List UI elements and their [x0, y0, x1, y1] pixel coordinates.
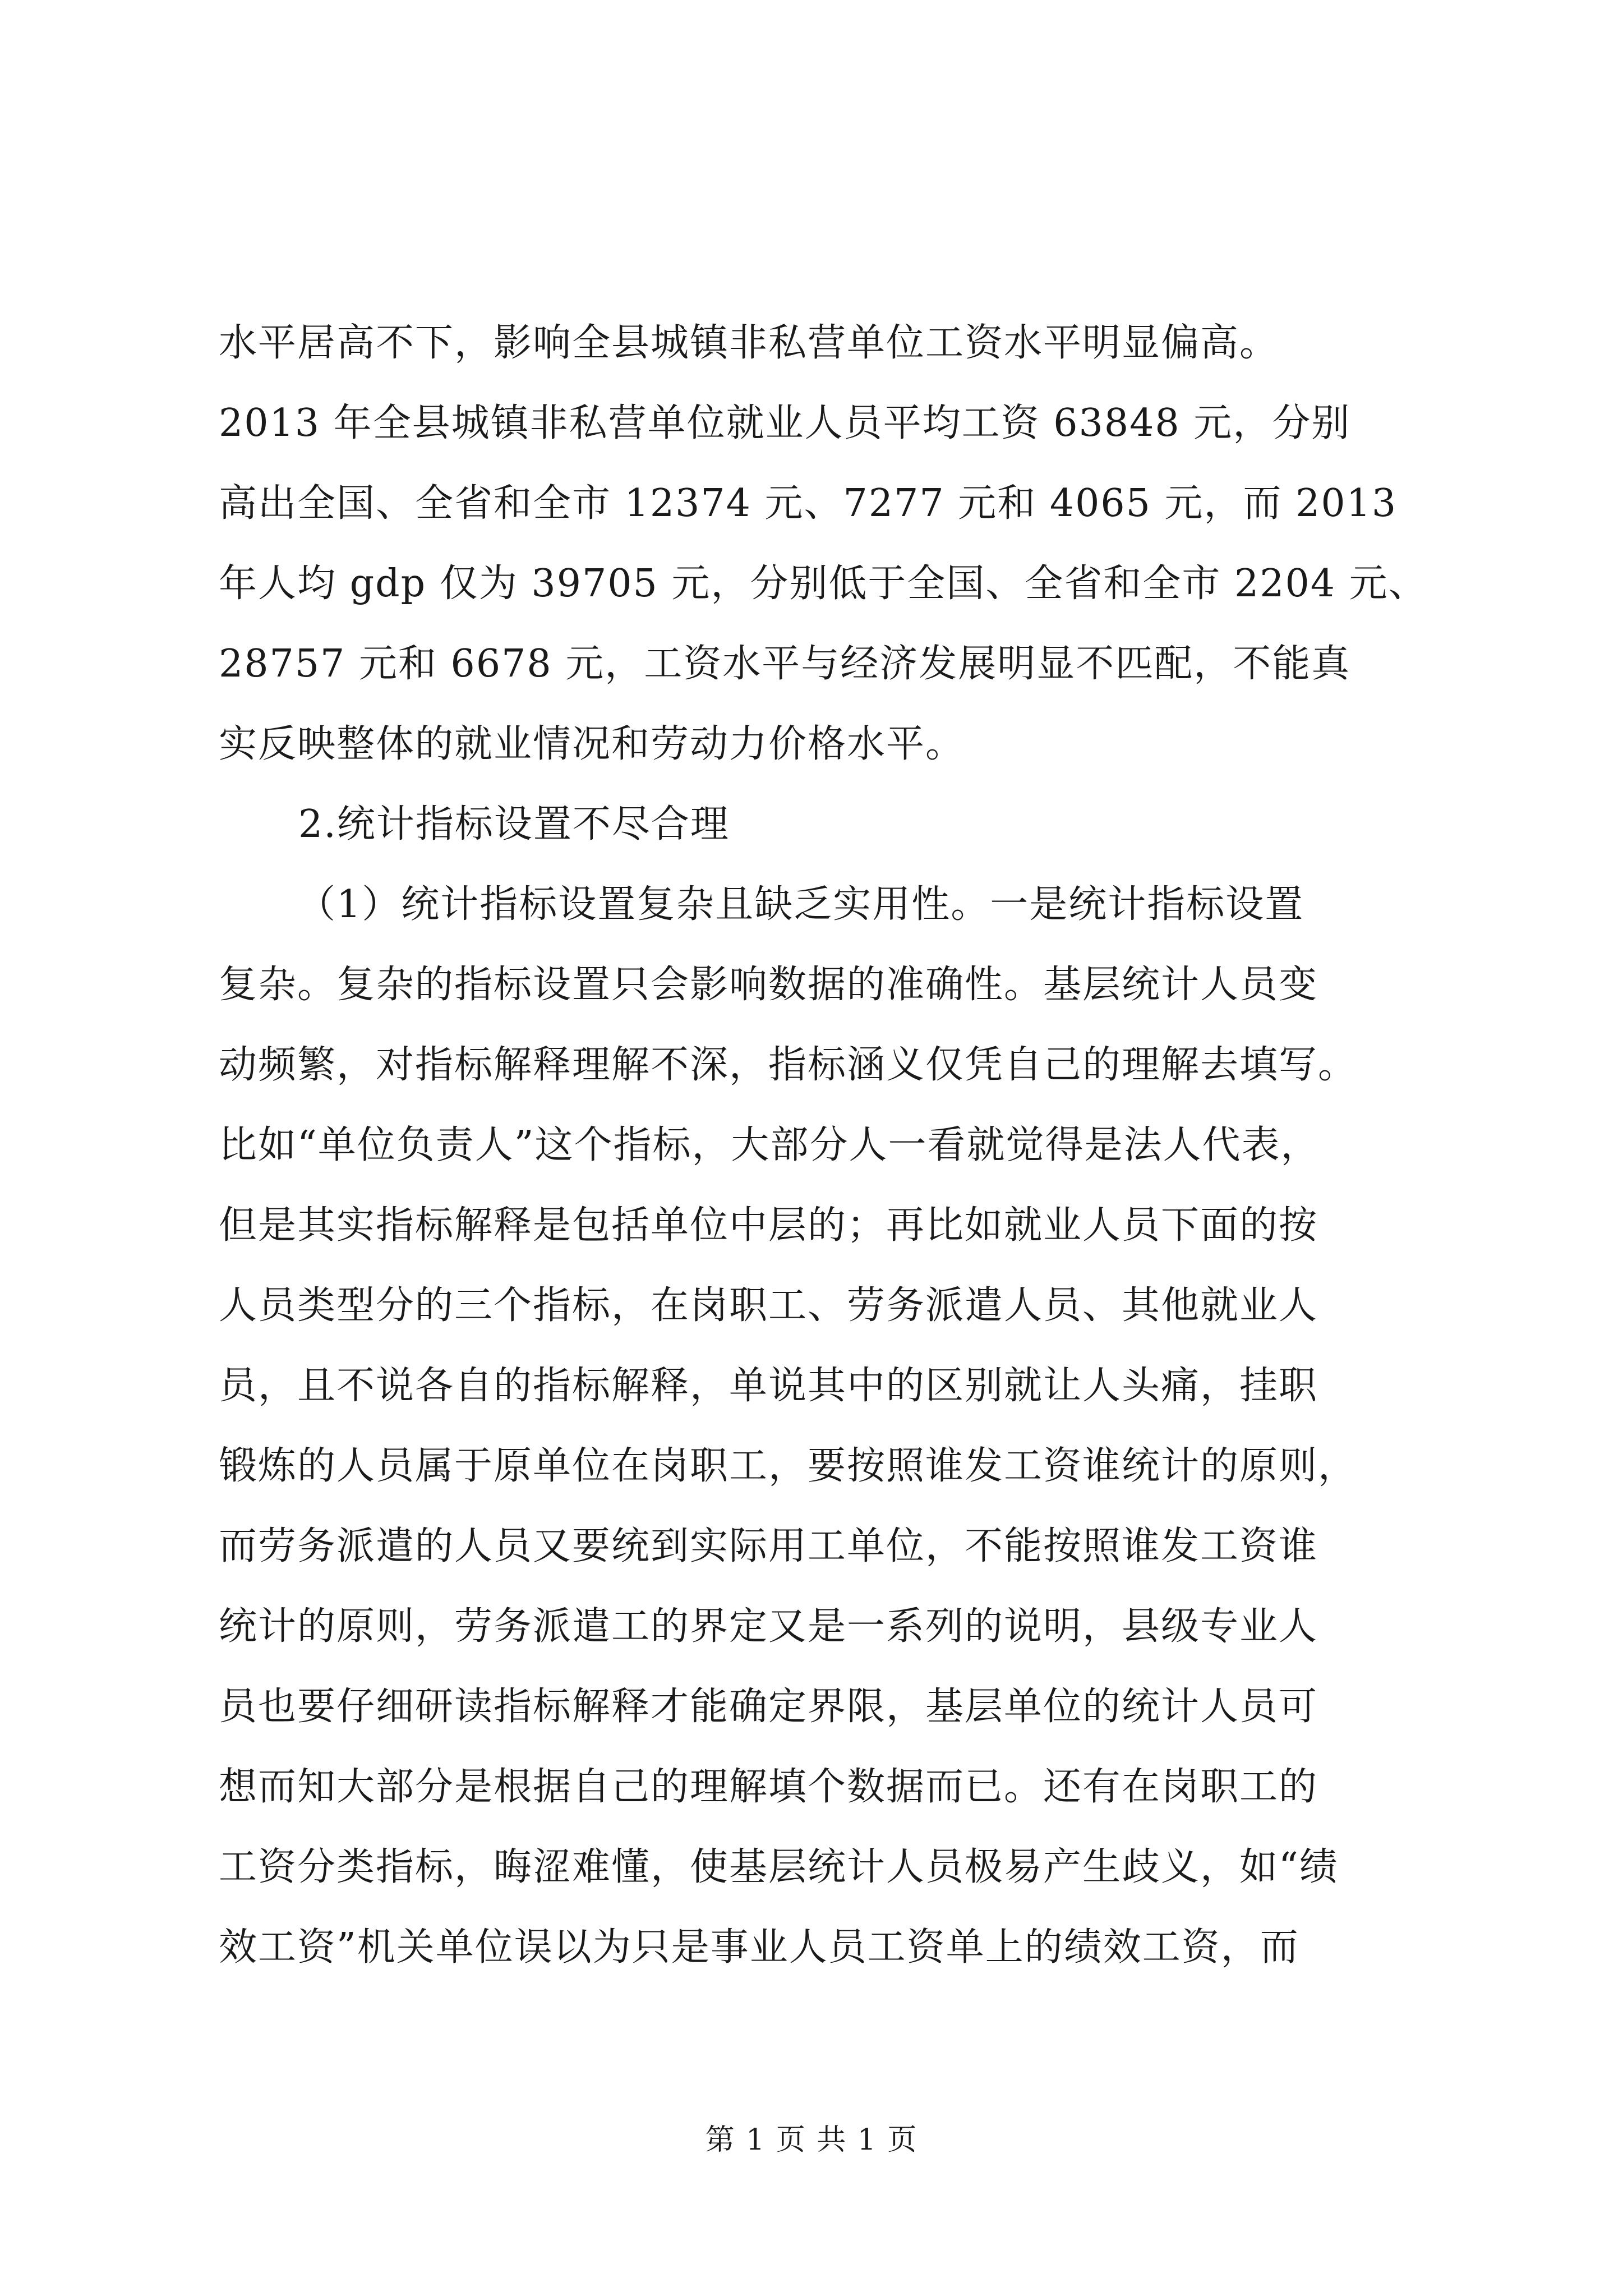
text-line: 员也要仔细研读指标解释才能确定界限，基层单位的统计人员可 [219, 1685, 1318, 1729]
text-line: 2013 年全县城镇非私营单位就业人员平均工资 63848 元，分别 [219, 401, 1351, 445]
subsection-first-line: （1）统计指标设置复杂且缺乏实用性。一是统计指标设置 [297, 882, 1304, 927]
text-line: 统计的原则，劳务派遣工的界定又是一系列的说明，县级专业人 [219, 1604, 1318, 1649]
text-line: 想而知大部分是根据自己的理解填个数据而已。还有在岗职工的 [219, 1765, 1318, 1809]
text-line: 员，且不说各自的指标解释，单说其中的区别就让人头痛，挂职 [219, 1364, 1318, 1408]
text-line: 锻炼的人员属于原单位在岗职工，要按照谁发工资谁统计的原则， [219, 1444, 1358, 1488]
text-line: 年人均 gdp 仅为 39705 元，分别低于全国、全省和全市 2204 元、 [219, 562, 1428, 606]
text-line: 动频繁，对指标解释理解不深，指标涵义仅凭自己的理解去填写。 [219, 1043, 1358, 1087]
text-line: 工资分类指标，晦涩难懂，使基层统计人员极易产生歧义，如“绩 [219, 1845, 1339, 1889]
text-line: 实反映整体的就业情况和劳动力价格水平。 [219, 722, 965, 766]
page-footer: 第 1 页 共 1 页 [705, 2123, 918, 2157]
text-line: 人员类型分的三个指标，在岗职工、劳务派遣人员、其他就业人 [219, 1283, 1318, 1328]
text-line: 水平居高不下，影响全县城镇非私营单位工资水平明显偏高。 [219, 321, 1279, 365]
section-heading: 2.统计指标设置不尽合理 [298, 802, 730, 846]
text-line: 而劳务派遣的人员又要统到实际用工单位，不能按照谁发工资谁 [219, 1524, 1318, 1568]
text-line: 复杂。复杂的指标设置只会影响数据的准确性。基层统计人员变 [219, 963, 1318, 1007]
text-line: 效工资”机关单位误以为只是事业人员工资单上的绩效工资，而 [219, 1925, 1299, 1970]
body-text [219, 303, 1428, 1987]
text-line: 高出全国、全省和全市 12374 元、7277 元和 4065 元，而 2013 [219, 481, 1398, 526]
text-line: 但是其实指标解释是包括单位中层的；再比如就业人员下面的按 [219, 1203, 1318, 1248]
text-line: 比如“单位负责人”这个指标，大部分人一看就觉得是法人代表， [219, 1123, 1320, 1167]
text-line: 28757 元和 6678 元，工资水平与经济发展明显不匹配，不能真 [219, 642, 1351, 686]
